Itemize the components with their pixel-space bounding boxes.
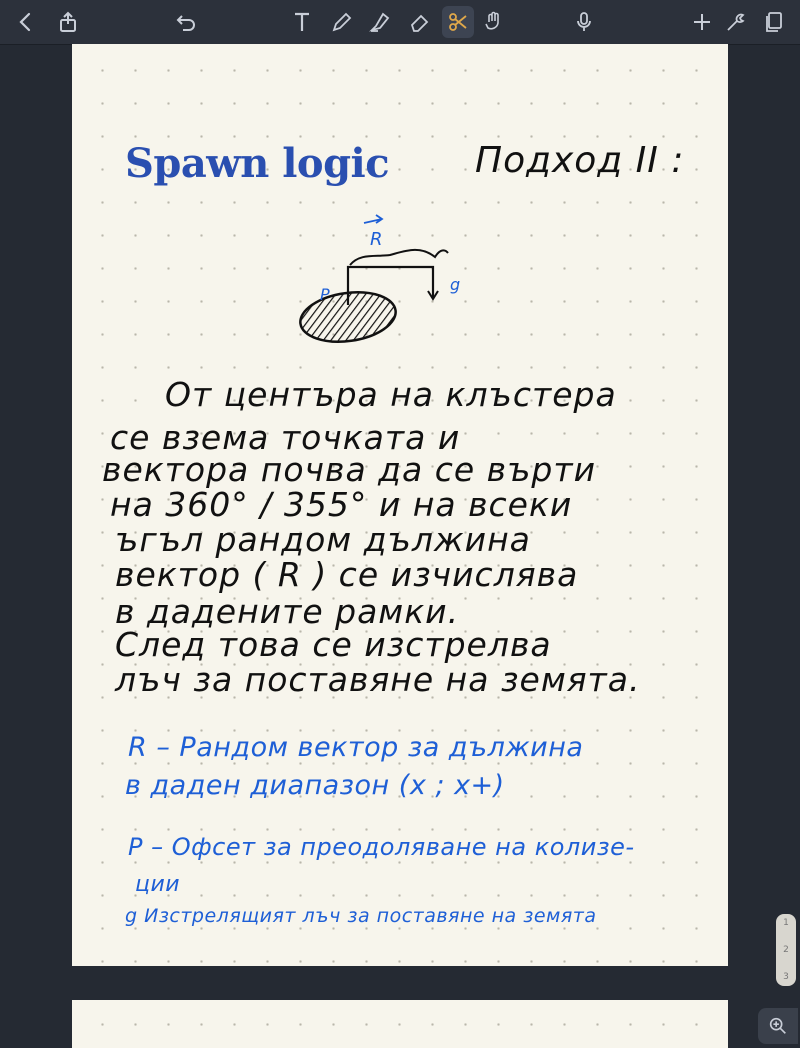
undo-icon: [174, 10, 198, 34]
note-title: Spawn logic: [125, 140, 390, 187]
toolbar: [0, 0, 800, 45]
pen-tool-button[interactable]: [326, 6, 358, 38]
black-line-3: вектора почва да се върти: [102, 450, 597, 489]
add-page-button[interactable]: [686, 6, 718, 38]
back-button[interactable]: [10, 6, 42, 38]
text-tool-button[interactable]: [286, 6, 318, 38]
black-line-5: ъгъл рандом дължина: [115, 520, 531, 559]
black-line-9: лъч за поставяне на земята.: [115, 660, 641, 699]
lasso-tool-button[interactable]: [442, 6, 474, 38]
eraser-tool-button[interactable]: [404, 6, 436, 38]
highlighter-icon: [368, 10, 392, 34]
black-line-6: вектор ( R ) се изчислява: [115, 555, 579, 594]
r-brace: [350, 250, 448, 265]
microphone-button[interactable]: [568, 6, 600, 38]
highlighter-tool-button[interactable]: [364, 6, 396, 38]
hand-icon: [482, 10, 506, 34]
wrench-icon: [724, 10, 748, 34]
scroller-page-3: 3: [783, 972, 789, 982]
next-note-page[interactable]: [72, 1000, 728, 1048]
page-scroller[interactable]: [776, 914, 796, 986]
add-icon: [690, 10, 714, 34]
share-button[interactable]: [52, 6, 84, 38]
blue-line-range: в даден диапазон (x ; x+): [125, 770, 505, 801]
text-tool-icon: [290, 10, 314, 34]
blue-line-g: g Изстрелящият лъч за поставяне на земята: [125, 905, 597, 927]
back-icon: [14, 10, 38, 34]
pages-button[interactable]: [758, 6, 790, 38]
r-label: R: [370, 229, 383, 250]
approach-heading: Подход II :: [475, 140, 685, 181]
black-line-2: се взема точката и: [110, 418, 461, 457]
black-line-1: От центъра на клъстера: [165, 375, 617, 414]
zoom-button[interactable]: [758, 1008, 798, 1044]
p-label: P: [320, 285, 330, 304]
blue-line-p: P – Офсет за преодоляване на колизе-: [128, 833, 635, 861]
page-separator: [72, 966, 728, 1000]
black-line-7: в дадените рамки.: [115, 592, 460, 631]
spawn-diagram: [290, 205, 490, 355]
blue-line-r: R – Рандом вектор за дължина: [128, 732, 584, 763]
g-label: g: [450, 275, 461, 294]
eraser-icon: [408, 10, 432, 34]
mic-icon: [572, 10, 596, 34]
lasso-icon: [446, 10, 470, 34]
scroller-page-1: 1: [783, 918, 789, 928]
zoom-icon: [767, 1015, 789, 1037]
settings-button[interactable]: [720, 6, 752, 38]
undo-button[interactable]: [170, 6, 202, 38]
black-line-8: След това се изстрелва: [115, 625, 552, 664]
share-icon: [56, 10, 80, 34]
scroller-page-2: 2: [783, 945, 789, 955]
pages-icon: [762, 10, 786, 34]
hand-tool-button[interactable]: [478, 6, 510, 38]
blue-line-p-cont: ции: [135, 872, 181, 897]
pen-icon: [330, 10, 354, 34]
black-line-4: на 360° / 355° и на всеки: [110, 485, 573, 524]
